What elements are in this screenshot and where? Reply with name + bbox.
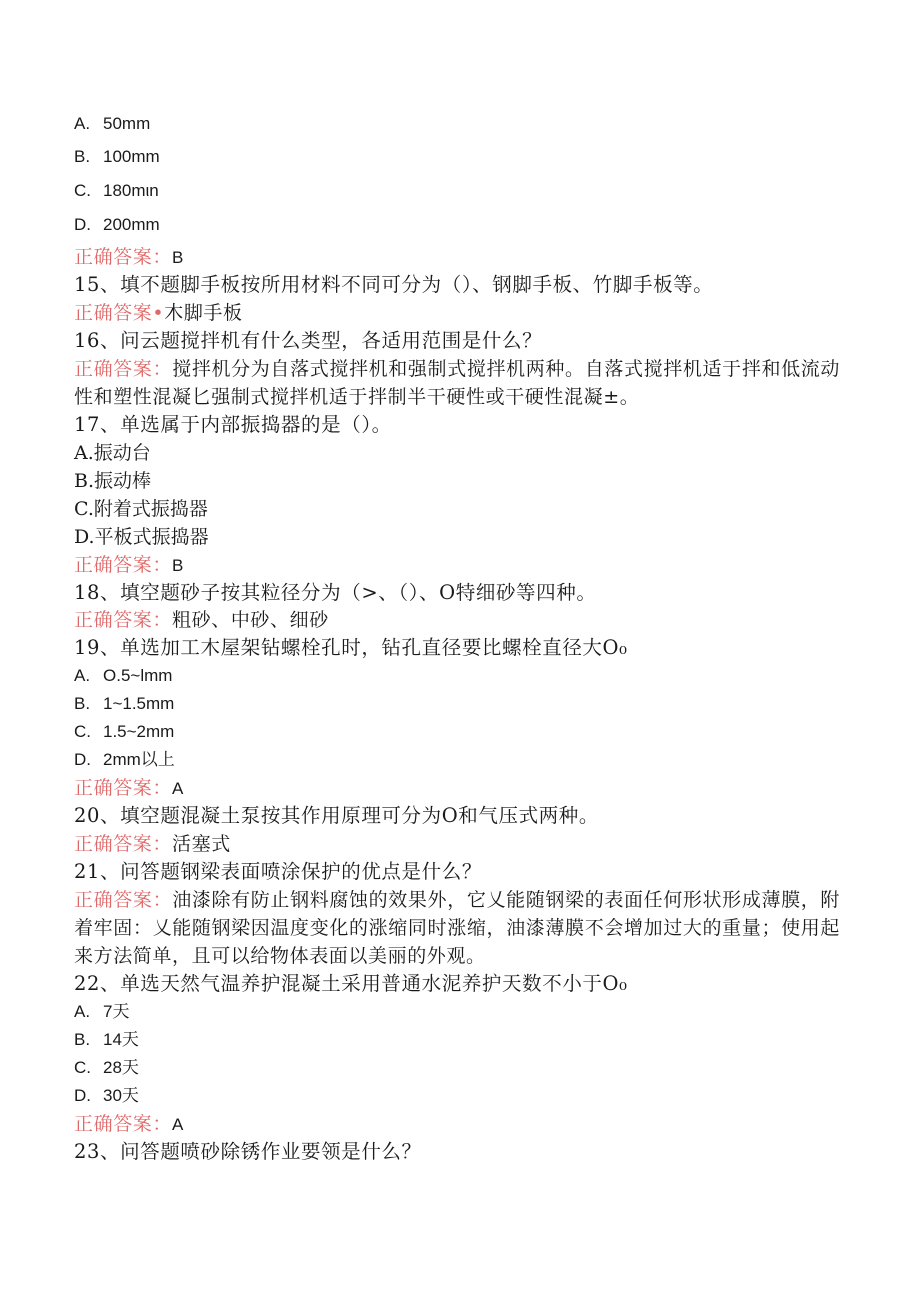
question-19: 19、单选加工木屋架钻螺栓孔时，钻孔直径要比螺栓直径大O₀ [74, 636, 628, 659]
option-a: A. O.5~lmm [74, 666, 173, 685]
option-a: A. 7天 [74, 1002, 130, 1021]
option-c: C. 1.5~2mm [74, 722, 175, 741]
option-b: B. 14天 [74, 1030, 139, 1049]
answer-line: 正确答案：搅拌机分为自落式搅拌机和强制式搅拌机两种。自落式搅拌机适于拌和低流动性和塑性混凝匕强制式搅拌机适于拌制半干硬性或干硬性混凝±。 [74, 358, 840, 408]
option-b: B. 1~1.5mm [74, 694, 175, 713]
answer-line: 正确答案：油漆除有防止钢料腐蚀的效果外，它乂能随钢梁的表面任何形状形成薄膜，附着牢固：乂能随钢梁因温度变化的涨缩同时涨缩，油漆薄膜不会增加过大的重量；使用起来方法简单，且可以给物体表面以美丽的外观。 [74, 889, 840, 967]
option-b: B.振动棒 [74, 470, 152, 492]
question-17: 17、单选属于内部振捣器的是（）。 [74, 413, 392, 436]
answer-line: 正确答案：A [74, 777, 184, 799]
option-d: D. 200mm [74, 215, 160, 234]
question-16: 16、问云题搅拌机有什么类型，各适用范围是什么？ [74, 329, 543, 352]
question-21: 21、问答题钢梁表面喷涂保护的优点是什么？ [74, 860, 482, 883]
option-c: C.附着式振捣器 [74, 498, 208, 520]
question-23: 23、问答题喷砂除锈作业要领是什么？ [74, 1140, 422, 1163]
option-a: A.振动台 [74, 442, 151, 464]
question-15: 15、填不题脚手板按所用材料不同可分为（）、钢脚手板、竹脚手板等。 [74, 273, 714, 296]
option-d: D. 30天 [74, 1086, 139, 1105]
option-c: C. 180mιn [74, 181, 159, 200]
option-c: C. 28天 [74, 1058, 139, 1077]
answer-line: 正确答案•木脚手板 [74, 302, 243, 324]
question-22: 22、单选天然气温养护混凝土采用普通水泥养护天数不小于O₀ [74, 972, 628, 995]
answer-line: 正确答案：粗砂、中砂、细砂 [74, 609, 329, 631]
question-20: 20、填空题混凝土泵按其作用原理可分为O和气压式两种。 [74, 804, 599, 827]
option-b: B. 100mm [74, 147, 160, 166]
question-18: 18、填空题砂子按其粒径分为（>、（）、O特细砂等四种。 [74, 581, 597, 604]
option-d: D.平板式振捣器 [74, 526, 209, 548]
answer-line: 正确答案：A [74, 1113, 184, 1135]
answer-line: 正确答案：B [74, 246, 184, 268]
option-d: D. 2mm以上 [74, 750, 175, 769]
option-a: A. 50mm [74, 114, 151, 133]
answer-line: 正确答案：活塞式 [74, 833, 231, 855]
answer-line: 正确答案：B [74, 554, 184, 576]
